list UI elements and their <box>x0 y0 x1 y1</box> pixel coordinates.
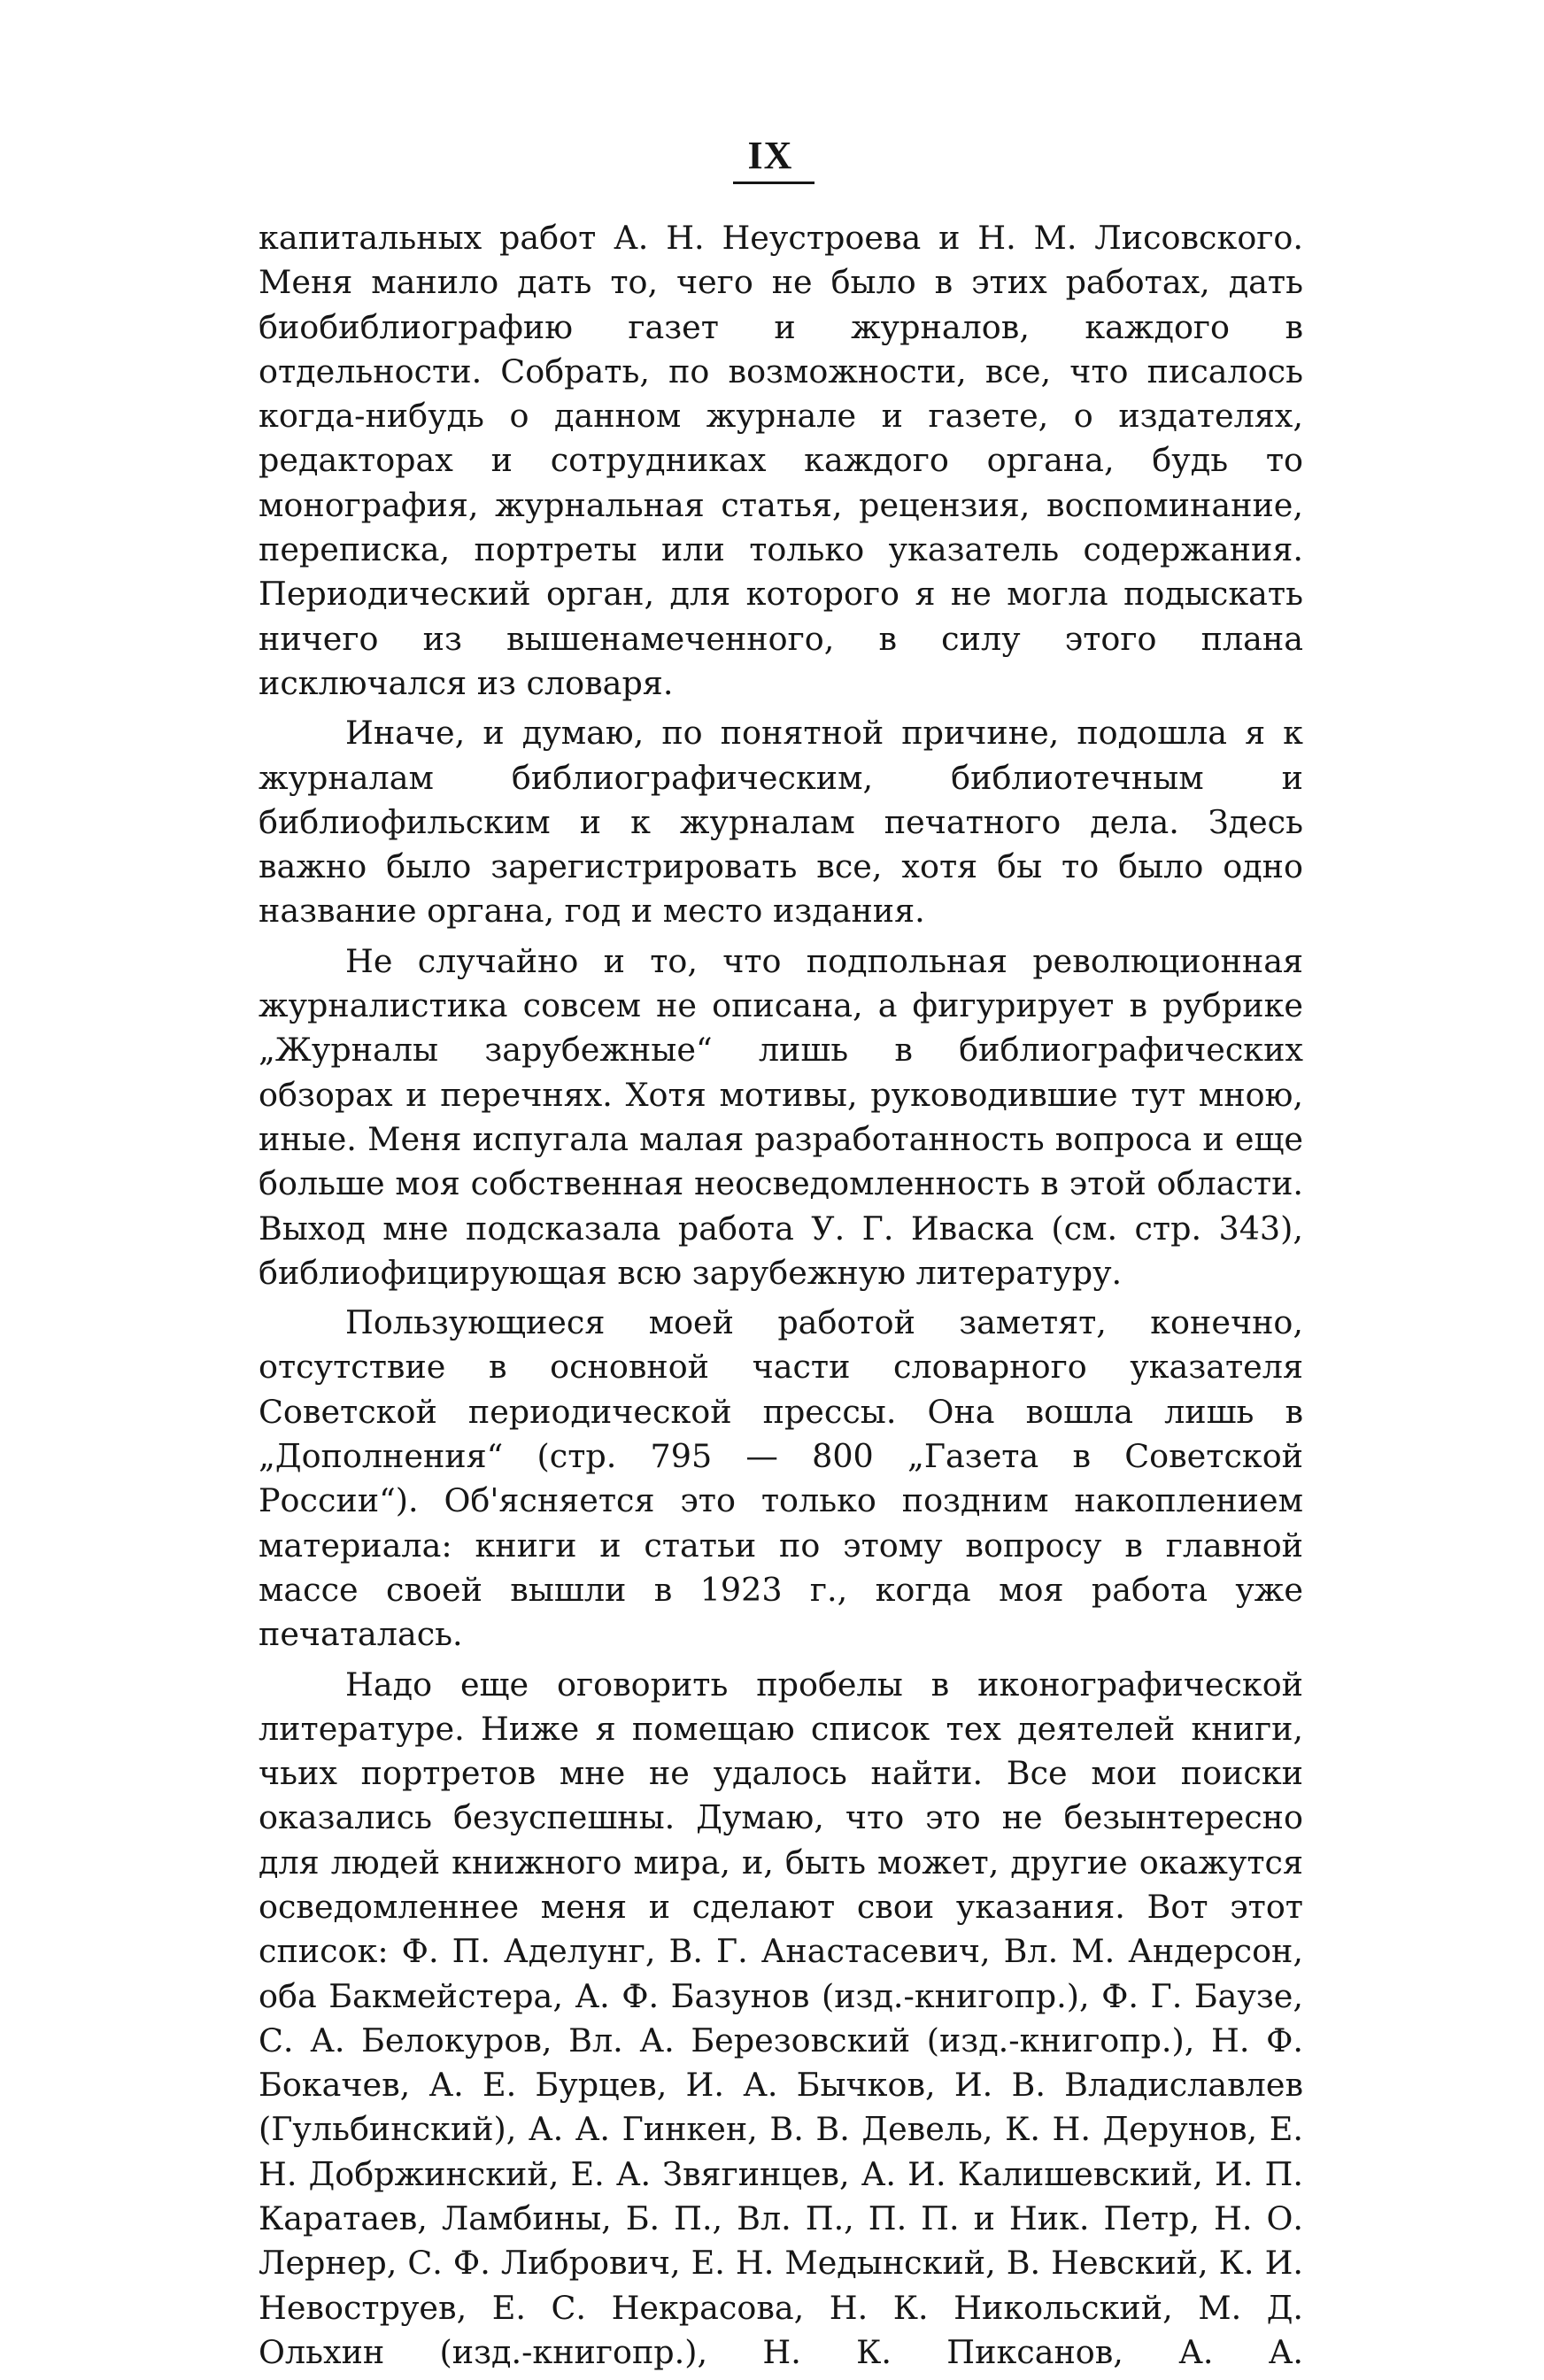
page-number-underline <box>733 182 814 184</box>
paragraph: Иначе, и думаю, по понятной причине, подошла я к журналам библиографическим, библиотечным и библиофильским и к журналам печатного дела. Здесь важно было зарегистрировать все, хотя бы то было одно название органа, год и место издания. <box>259 714 1303 931</box>
page-number: IX <box>747 134 793 177</box>
paragraph: Пользующиеся моей работой заметят, конечно, отсутствие в основной части словарного указателя Советской периодической прессы. Она вошла лишь в „Дополнения“ (стр. 795 — 800 „Газета в Советской России“). Об'ясняется это только поздним накоплением материала: книги и статьи по этому вопросу в главной массе своей вышли в 1923 г., когда моя работа уже печаталась. <box>259 1303 1303 1654</box>
paragraph: Не случайно и то, что подпольная революционная журналистика совсем не описана, а фигурирует в рубрике „Журналы зарубежные“ лишь в библиографических обзорах и перечнях. Хотя мотивы, руководившие тут мною, иные. Меня испугала малая разработанность вопроса и еще больше моя собственная неосведомленность в этой области. Выход мне подсказала работа У. Г. Иваска (см. стр. 343), библиофицирующая всю зарубежную литературу. <box>259 941 1303 1292</box>
body-text <box>259 216 1303 2380</box>
paragraph: капитальных работ А. Н. Неустроева и Н. М. Лисовского. Меня манило дать то, чего не было в этих работах, дать биобиблиографию газет и журналов, каждого в отдельности. Собрать, по возможности, все, что писалось когда-нибудь о данном журнале и газете, о издателях, редакторах и сотрудниках каждого органа, будь то монография, журнальная статья, рецензия, воспоминание, переписка, портреты или только указатель содержания. Периодический орган, для которого я не могла подыскать ничего из вышенамеченного, в силу этого плана исключался из словаря. <box>259 219 1303 702</box>
paragraph: Надо еще оговорить пробелы в иконографической литературе. Ниже я помещаю список тех деятелей книги, чьих портретов мне не удалось найти. Все мои поиски оказались безуспешны. Думаю, что это не безынтересно для людей книжного мира, и, быть может, другие окажутся осведомленнее меня и сделают свои указания. Вот этот список: Ф. П. Аделунг, В. Г. Анастасевич, Вл. М. Андерсон, оба Бакмейстера, А. Ф. Базунов (изд.-книгопр.), Ф. Г. Баузе, С. А. Белокуров, Вл. А. Березовский (изд.-книгопр.), Н. Ф. Бокачев, А. Е. Бурцев, И. А. Бычков, И. В. Владиславлев (Гульбинский), А. А. Гинкен, В. В. Девель, К. Н. Дерунов, Е. Н. Добржинский, Е. А. Звягинцев, А. И. Калишевский, И. П. Каратаев, Ламбины, Б. П., Вл. П., П. П. и Ник. Петр, Н. О. Лернер, С. Ф. Либрович, Е. Н. Медынский, В. Невский, К. И. Невоструев, Е. С. Некрасова, Н. К. Никольский, М. Д. Ольхин (изд.-книгопр.), Н. К. Пиксанов, А. А. <box>259 1665 1303 2371</box>
